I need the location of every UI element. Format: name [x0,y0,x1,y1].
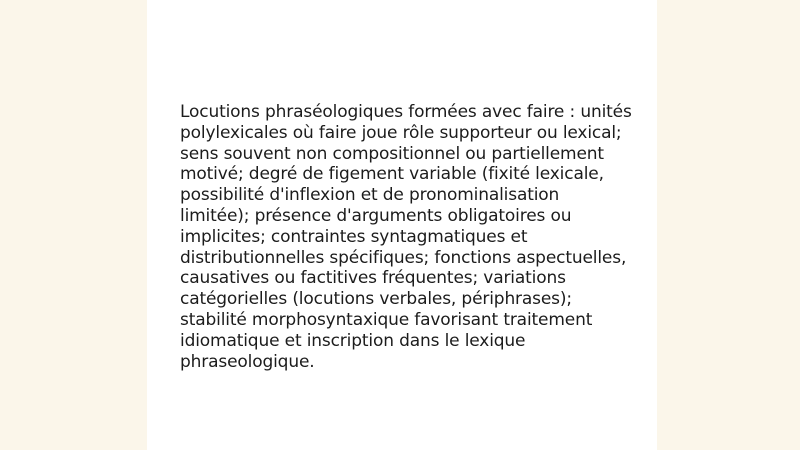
body-paragraph: Locutions phraséologiques formées avec faire : unités polylexicales où faire joue rôle supporteur ou lexical; sens souvent non compositionnel ou partiellement motivé; degré de figement variable (fixité lexicale, possibilité d'inflexion et de pronominalisation limitée); présence d'arguments obligatoires ou implicites; contraintes syntagmatiques et distributionnelles spécifiques; fonctions aspectuelles, causatives ou factitives fréquentes; variations catégorielles (locutions verbales, périphrases); stabilité morphosyntaxique favorisant traitement idiomatique et inscription dans le lexique phraseologique. [180,102,632,372]
document-page [147,0,657,450]
